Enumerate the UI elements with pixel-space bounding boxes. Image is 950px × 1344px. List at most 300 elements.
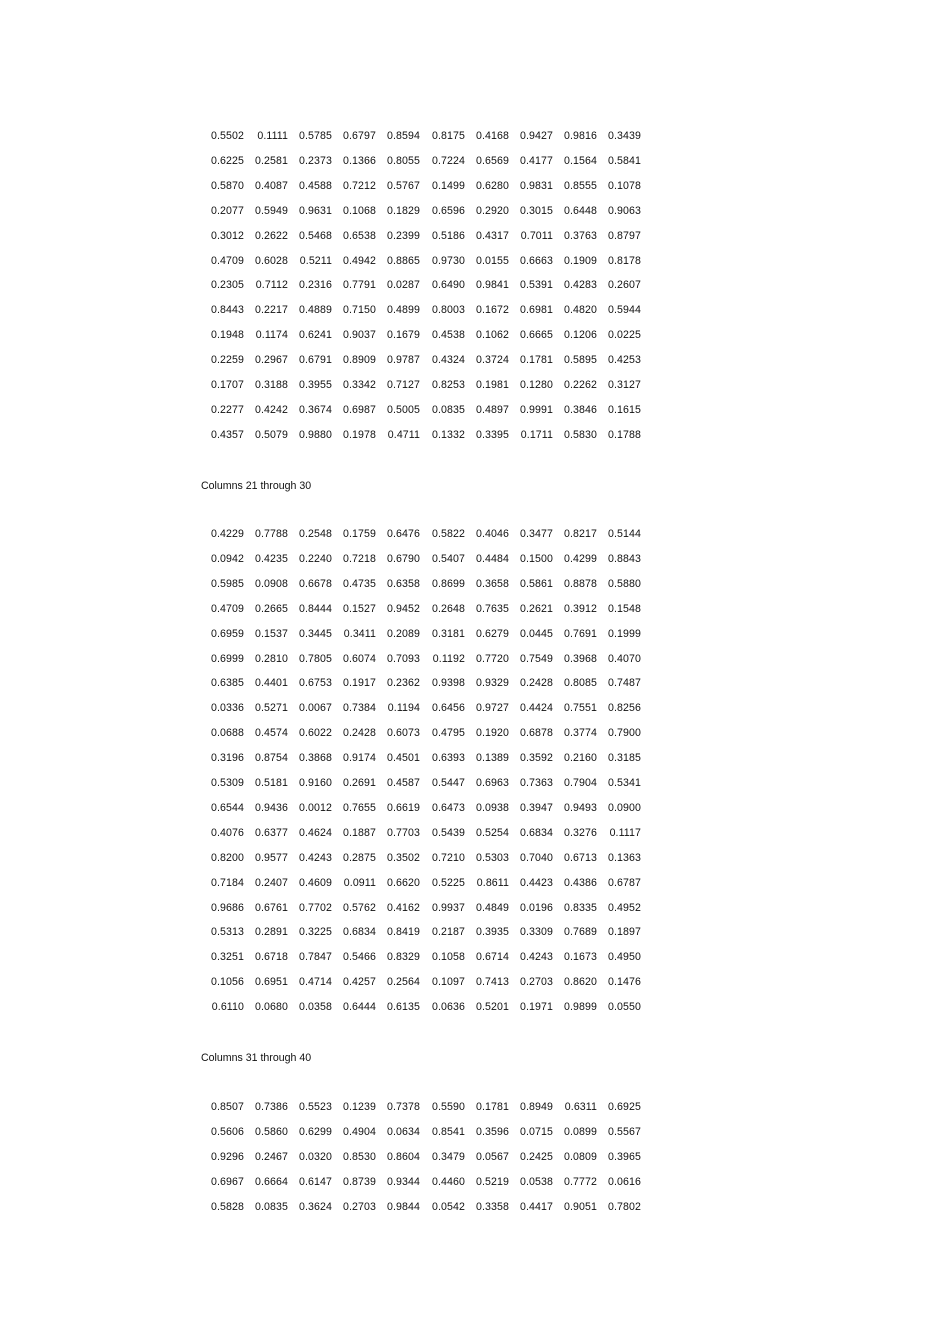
matrix-cell: 0.1527: [342, 602, 376, 615]
matrix-cell: 0.4317: [475, 229, 509, 242]
matrix-cell: 0.8530: [342, 1150, 376, 1163]
matrix-cell: 0.6544: [210, 801, 244, 814]
matrix-cell: 0.4897: [475, 403, 509, 416]
matrix-cell: 0.2703: [342, 1200, 376, 1213]
matrix-cell: 0.8217: [563, 528, 597, 540]
matrix-cell: 0.7363: [519, 777, 553, 789]
matrix-cell: 0.9841: [475, 279, 509, 292]
matrix-cell: 0.8541: [431, 1125, 465, 1138]
matrix-cell: 0.0567: [475, 1150, 509, 1163]
matrix-cell: 0.3912: [563, 602, 597, 615]
matrix-cell: 0.3502: [386, 851, 420, 864]
matrix-cell: 0.1111: [257, 130, 288, 142]
matrix-cell: 0.3015: [519, 204, 553, 217]
matrix-cell: 0.1781: [475, 1101, 509, 1113]
matrix-cell: 0.7150: [342, 304, 376, 317]
matrix-cell: 0.9686: [210, 901, 244, 914]
matrix-cell: 0.8699: [431, 577, 465, 590]
matrix-cell: 0.1056: [210, 976, 244, 989]
matrix-cell: 0.9493: [563, 801, 597, 814]
matrix-cell: 0.1476: [607, 976, 641, 989]
matrix-cell: 0.4283: [563, 279, 597, 292]
matrix-cell: 0.6280: [475, 179, 509, 192]
matrix-cell: 0.1999: [607, 627, 641, 640]
matrix-cell: 0.1673: [563, 951, 597, 964]
matrix-cell: 0.4820: [563, 304, 597, 317]
matrix-cell: 0.5944: [607, 304, 641, 317]
matrix-cell: 0.1781: [519, 354, 553, 367]
matrix-cell: 0.2810: [254, 652, 288, 665]
matrix-cell: 0.6925: [607, 1101, 641, 1113]
matrix-cell: 0.6022: [298, 727, 332, 740]
matrix-cell: 0.3185: [607, 752, 641, 765]
matrix-cell: 0.1615: [607, 403, 641, 416]
matrix-cell: 0.6377: [254, 826, 288, 839]
matrix-cell: 0.0538: [519, 1175, 553, 1188]
matrix-cell: 0.1499: [431, 179, 465, 192]
matrix-cell: 0.9577: [254, 851, 288, 864]
matrix-cell: 0.8878: [563, 577, 597, 590]
matrix-cell: 0.6878: [519, 727, 553, 740]
matrix-cell: 0.6311: [564, 1101, 597, 1113]
matrix-cell: 0.8797: [607, 229, 641, 242]
matrix-cell: 0.5466: [342, 951, 376, 964]
matrix-cell: 0.9398: [431, 677, 465, 690]
matrix-cell: 0.5606: [210, 1125, 244, 1138]
matrix-cell: 0.6713: [563, 851, 597, 864]
matrix-cell: 0.7805: [298, 652, 332, 665]
matrix-cell: 0.3674: [298, 403, 332, 416]
matrix-cell: 0.7549: [519, 652, 553, 665]
matrix-cell: 0.1672: [475, 304, 509, 317]
matrix-cell: 0.4299: [563, 552, 597, 565]
matrix-cell: 0.5439: [431, 826, 465, 839]
matrix-cell: 0.6299: [298, 1125, 332, 1138]
matrix-cell: 0.1117: [609, 826, 641, 839]
matrix-cell: 0.3127: [607, 379, 641, 391]
matrix-cell: 0.2891: [254, 926, 288, 939]
matrix-cell: 0.6074: [342, 652, 376, 665]
matrix-cell: 0.6456: [431, 702, 465, 715]
matrix-cell: 0.7386: [254, 1101, 288, 1113]
matrix-cell: 0.3724: [475, 354, 509, 367]
matrix-cell: 0.1917: [342, 677, 376, 690]
matrix-cell: 0.6999: [210, 652, 244, 665]
matrix-cell: 0.8909: [342, 354, 376, 367]
matrix-cell: 0.8444: [298, 602, 332, 615]
matrix-cell: 0.1978: [342, 428, 376, 441]
matrix-cell: 0.4087: [254, 179, 288, 192]
matrix-cell: 0.3196: [210, 752, 244, 765]
matrix-cell: 0.5271: [254, 702, 288, 715]
matrix-cell: 0.5860: [254, 1125, 288, 1138]
matrix-cell: 0.8949: [519, 1101, 553, 1113]
matrix-cell: 0.0938: [475, 801, 509, 814]
matrix-cell: 0.6678: [298, 577, 332, 590]
matrix-cell: 0.9899: [563, 1001, 597, 1014]
matrix-cell: 0.0336: [210, 702, 244, 715]
matrix-cell: 0.9329: [475, 677, 509, 690]
matrix-cell: 0.0287: [386, 279, 420, 292]
matrix-cell: 0.2407: [254, 876, 288, 889]
matrix-cell: 0.6987: [342, 403, 376, 416]
matrix-cell: 0.2240: [298, 552, 332, 565]
matrix-cell: 0.7127: [386, 379, 420, 391]
matrix-cell: 0.1537: [254, 627, 288, 640]
matrix-cell: 0.8594: [386, 130, 420, 142]
matrix-cell: 0.8175: [431, 130, 465, 142]
matrix-cell: 0.1206: [563, 329, 597, 342]
matrix-cell: 0.7378: [386, 1101, 420, 1113]
matrix-cell: 0.6951: [254, 976, 288, 989]
matrix-cell: 0.4046: [475, 528, 509, 540]
matrix-cell: 0.3181: [431, 627, 465, 640]
matrix-cell: 0.3309: [519, 926, 553, 939]
matrix-cell: 0.5201: [475, 1001, 509, 1014]
matrix-cell: 0.1981: [475, 379, 509, 391]
matrix-cell: 0.0542: [431, 1200, 465, 1213]
matrix-cell: 0.0680: [254, 1001, 288, 1014]
matrix-cell: 0.6834: [342, 926, 376, 939]
matrix-cell: 0.8754: [254, 752, 288, 765]
matrix-cell: 0.9037: [342, 329, 376, 342]
matrix-cell: 0.8507: [210, 1101, 244, 1113]
matrix-cell: 0.1194: [387, 702, 420, 715]
matrix-cell: 0.4952: [607, 901, 641, 914]
matrix-cell: 0.6787: [607, 876, 641, 889]
matrix-cell: 0.7703: [386, 826, 420, 839]
matrix-cell: 0.6476: [386, 528, 420, 540]
matrix-cell: 0.5502: [210, 130, 244, 142]
matrix-cell: 0.4714: [298, 976, 332, 989]
matrix-cell: 0.6959: [210, 627, 244, 640]
matrix-cell: 0.6791: [298, 354, 332, 367]
matrix-cell: 0.4950: [607, 951, 641, 964]
matrix-cell: 0.9296: [210, 1150, 244, 1163]
matrix-cell: 0.7040: [519, 851, 553, 864]
matrix-cell: 0.8335: [563, 901, 597, 914]
matrix-cell: 0.0942: [210, 552, 244, 565]
matrix-cell: 0.9730: [431, 254, 465, 267]
matrix-cell: 0.9831: [519, 179, 553, 192]
matrix-cell: 0.0908: [254, 577, 288, 590]
matrix-cell: 0.9063: [607, 204, 641, 217]
matrix-cell: 0.2607: [607, 279, 641, 292]
matrix-cell: 0.0012: [298, 801, 332, 814]
matrix-cell: 0.3955: [298, 379, 332, 391]
matrix-cell: 0.0634: [386, 1125, 420, 1138]
matrix-cell: 0.6241: [298, 329, 332, 342]
matrix-cell: 0.1948: [210, 329, 244, 342]
matrix-cell: 0.3479: [431, 1150, 465, 1163]
columns-range-heading: Columns 21 through 30: [201, 480, 312, 492]
matrix-cell: 0.9051: [563, 1200, 597, 1213]
matrix-cell: 0.5079: [254, 428, 288, 441]
matrix-cell: 0.4386: [563, 876, 597, 889]
matrix-cell: 0.7772: [563, 1175, 597, 1188]
matrix-cell: 0.3968: [563, 652, 597, 665]
matrix-cell: 0.6538: [342, 229, 376, 242]
matrix-cell: 0.4076: [210, 826, 244, 839]
matrix-cell: 0.0835: [431, 403, 465, 416]
matrix-cell: 0.2691: [342, 777, 376, 789]
matrix-cell: 0.5828: [210, 1200, 244, 1213]
matrix-cell: 0.3658: [475, 577, 509, 590]
matrix-cell: 0.1909: [563, 254, 597, 267]
matrix-cell: 0.2217: [254, 304, 288, 317]
matrix-cell: 0.2305: [210, 279, 244, 292]
matrix-cell: 0.4795: [431, 727, 465, 740]
matrix-cell: 0.2259: [210, 354, 244, 367]
matrix-cell: 0.6279: [475, 627, 509, 640]
matrix-cell: 0.4324: [431, 354, 465, 367]
matrix-cell: 0.6620: [386, 876, 420, 889]
matrix-cell: 0.7011: [520, 229, 553, 242]
matrix-cell: 0.4243: [519, 951, 553, 964]
matrix-cell: 0.1788: [607, 428, 641, 441]
matrix-cell: 0.4357: [210, 428, 244, 441]
matrix-cell: 0.5861: [519, 577, 553, 590]
matrix-cell: 0.8611: [476, 876, 509, 889]
matrix-cell: 0.0196: [519, 901, 553, 914]
matrix-cell: 0.7218: [342, 552, 376, 565]
matrix-cell: 0.8329: [386, 951, 420, 964]
matrix-cell: 0.3358: [475, 1200, 509, 1213]
matrix-cell: 0.1078: [607, 179, 641, 192]
matrix-cell: 0.0688: [210, 727, 244, 740]
matrix-cell: 0.5225: [431, 876, 465, 889]
matrix-cell: 0.3395: [475, 428, 509, 441]
matrix-cell: 0.7112: [255, 279, 288, 292]
matrix-cell: 0.5407: [431, 552, 465, 565]
matrix-cell: 0.3592: [519, 752, 553, 765]
matrix-cell: 0.6596: [431, 204, 465, 217]
matrix-cell: 0.0550: [607, 1001, 641, 1014]
matrix-cell: 0.8443: [210, 304, 244, 317]
matrix-cell: 0.6135: [386, 1001, 420, 1014]
matrix-cell: 0.6753: [298, 677, 332, 690]
matrix-cell: 0.5523: [298, 1101, 332, 1113]
matrix-cell: 0.4587: [386, 777, 420, 789]
matrix-cell: 0.2920: [475, 204, 509, 217]
matrix-cell: 0.1500: [519, 552, 553, 565]
matrix-cell: 0.5767: [386, 179, 420, 192]
matrix-cell: 0.5468: [298, 229, 332, 242]
matrix-cell: 0.7702: [298, 901, 332, 914]
matrix-cell: 0.6473: [431, 801, 465, 814]
matrix-cell: 0.8739: [342, 1175, 376, 1188]
matrix-cell: 0.1887: [342, 826, 376, 839]
matrix-cell: 0.8604: [386, 1150, 420, 1163]
matrix-cell: 0.4460: [431, 1175, 465, 1188]
matrix-cell: 0.4243: [298, 851, 332, 864]
matrix-cell: 0.5830: [563, 428, 597, 441]
matrix-cell: 0.4538: [431, 329, 465, 342]
matrix-cell: 0.6981: [519, 304, 553, 317]
matrix-cell: 0.1363: [607, 851, 641, 864]
matrix-cell: 0.7413: [475, 976, 509, 989]
matrix-cell: 0.1062: [475, 329, 509, 342]
matrix-cell: 0.6225: [210, 154, 244, 167]
matrix-cell: 0.2399: [386, 229, 420, 242]
matrix-cell: 0.7212: [342, 179, 376, 192]
matrix-cell: 0.6028: [254, 254, 288, 267]
matrix-cell: 0.0358: [298, 1001, 332, 1014]
matrix-cell: 0.9427: [519, 130, 553, 142]
matrix-cell: 0.4709: [210, 254, 244, 267]
matrix-cell: 0.8178: [607, 254, 641, 267]
matrix-cell: 0.7224: [431, 154, 465, 167]
matrix-cell: 0.1759: [342, 528, 376, 540]
matrix-cell: 0.5144: [607, 528, 641, 540]
matrix-cell: 0.1679: [386, 329, 420, 342]
matrix-cell: 0.2622: [254, 229, 288, 242]
matrix-cell: 0.7720: [475, 652, 509, 665]
matrix-cell: 0.2581: [254, 154, 288, 167]
matrix-cell: 0.8256: [607, 702, 641, 715]
matrix-cell: 0.2160: [563, 752, 597, 765]
matrix-cell: 0.1920: [475, 727, 509, 740]
matrix-cell: 0.7551: [563, 702, 597, 715]
matrix-cell: 0.7900: [607, 727, 641, 740]
matrix-cell: 0.5341: [607, 777, 641, 789]
matrix-cell: 0.9436: [254, 801, 288, 814]
matrix-cell: 0.2077: [210, 204, 244, 217]
matrix-cell: 0.0445: [519, 627, 553, 640]
matrix-cell: 0.5211: [299, 254, 332, 267]
matrix-cell: 0.4417: [519, 1200, 553, 1213]
matrix-cell: 0.4709: [210, 602, 244, 615]
matrix-cell: 0.2467: [254, 1150, 288, 1163]
matrix-cell: 0.3225: [298, 926, 332, 939]
matrix-cell: 0.1564: [563, 154, 597, 167]
matrix-cell: 0.2362: [386, 677, 420, 690]
matrix-cell: 0.4424: [519, 702, 553, 715]
matrix-cell: 0.6619: [386, 801, 420, 814]
matrix-cell: 0.7093: [386, 652, 420, 665]
matrix-cell: 0.8003: [431, 304, 465, 317]
matrix-cell: 0.3774: [563, 727, 597, 740]
matrix-cell: 0.9844: [386, 1200, 420, 1213]
matrix-cell: 0.5447: [431, 777, 465, 789]
matrix-cell: 0.9631: [298, 204, 332, 217]
matrix-cell: 0.4229: [210, 528, 244, 540]
matrix-cell: 0.3188: [254, 379, 288, 391]
matrix-cell: 0.2621: [519, 602, 553, 615]
matrix-cell: 0.5841: [607, 154, 641, 167]
matrix-cell: 0.5895: [563, 354, 597, 367]
matrix-cell: 0.0715: [519, 1125, 553, 1138]
matrix-cell: 0.4235: [254, 552, 288, 565]
matrix-cell: 0.1366: [342, 154, 376, 167]
matrix-cell: 0.3276: [563, 826, 597, 839]
matrix-cell: 0.2548: [298, 528, 332, 540]
matrix-cell: 0.1174: [255, 329, 288, 342]
matrix-cell: 0.0835: [254, 1200, 288, 1213]
matrix-cell: 0.2703: [519, 976, 553, 989]
matrix-cell: 0.3012: [210, 229, 244, 242]
matrix-cell: 0.1897: [607, 926, 641, 939]
matrix-cell: 0.9452: [386, 602, 420, 615]
matrix-cell: 0.4168: [475, 130, 509, 142]
matrix-cell: 0.7210: [431, 851, 465, 864]
matrix-cell: 0.8843: [607, 552, 641, 565]
matrix-cell: 0.1058: [431, 951, 465, 964]
matrix-cell: 0.2564: [386, 976, 420, 989]
matrix-cell: 0.6963: [475, 777, 509, 789]
matrix-cell: 0.9727: [475, 702, 509, 715]
matrix-cell: 0.1280: [519, 379, 553, 391]
matrix-cell: 0.1548: [607, 602, 641, 615]
matrix-cell: 0.4942: [342, 254, 376, 267]
matrix-cell: 0.5186: [431, 229, 465, 242]
matrix-cell: 0.5567: [607, 1125, 641, 1138]
matrix-cell: 0.9787: [386, 354, 420, 367]
matrix-cell: 0.6718: [254, 951, 288, 964]
matrix-cell: 0.3251: [210, 951, 244, 964]
matrix-cell: 0.4624: [298, 826, 332, 839]
matrix-cell: 0.6664: [254, 1175, 288, 1188]
matrix-cell: 0.9937: [431, 901, 465, 914]
matrix-cell: 0.6569: [475, 154, 509, 167]
matrix-cell: 0.1068: [342, 204, 376, 217]
matrix-cell: 0.3947: [519, 801, 553, 814]
matrix-cell: 0.0225: [607, 329, 641, 342]
matrix-cell: 0.0636: [431, 1001, 465, 1014]
matrix-cell: 0.2875: [342, 851, 376, 864]
matrix-cell: 0.4162: [386, 901, 420, 914]
matrix-cell: 0.7689: [563, 926, 597, 939]
matrix-cell: 0.5254: [475, 826, 509, 839]
matrix-cell: 0.3868: [298, 752, 332, 765]
matrix-cell: 0.1389: [475, 752, 509, 765]
matrix-cell: 0.3763: [563, 229, 597, 242]
matrix-cell: 0.0320: [298, 1150, 332, 1163]
matrix-cell: 0.2373: [298, 154, 332, 167]
matrix-cell: 0.5870: [210, 179, 244, 192]
matrix-cell: 0.9160: [298, 777, 332, 789]
matrix-cell: 0.1711: [520, 428, 553, 441]
matrix-cell: 0.5985: [210, 577, 244, 590]
matrix-cell: 0.2316: [298, 279, 332, 292]
matrix-cell: 0.4899: [386, 304, 420, 317]
matrix-cell: 0.4889: [298, 304, 332, 317]
matrix-cell: 0.4849: [475, 901, 509, 914]
matrix-cell: 0.5313: [210, 926, 244, 939]
matrix-cell: 0.0155: [475, 254, 509, 267]
matrix-cell: 0.8419: [386, 926, 420, 939]
matrix-cell: 0.4177: [519, 154, 553, 167]
matrix-cell: 0.1097: [431, 976, 465, 989]
matrix-cell: 0.6790: [386, 552, 420, 565]
matrix-cell: 0.2665: [254, 602, 288, 615]
matrix-cell: 0.8865: [386, 254, 420, 267]
matrix-cell: 0.2648: [431, 602, 465, 615]
matrix-cell: 0.3846: [563, 403, 597, 416]
matrix-cell: 0.9816: [563, 130, 597, 142]
matrix-cell: 0.8620: [563, 976, 597, 989]
matrix-cell: 0.4401: [254, 677, 288, 690]
matrix-cell: 0.2277: [210, 403, 244, 416]
matrix-cell: 0.3477: [519, 528, 553, 540]
matrix-cell: 0.5219: [475, 1175, 509, 1188]
matrix-cell: 0.4253: [607, 354, 641, 367]
matrix-cell: 0.4501: [386, 752, 420, 765]
matrix-cell: 0.2187: [431, 926, 465, 939]
matrix-cell: 0.5303: [475, 851, 509, 864]
matrix-cell: 0.6385: [210, 677, 244, 690]
matrix-cell: 0.6358: [386, 577, 420, 590]
